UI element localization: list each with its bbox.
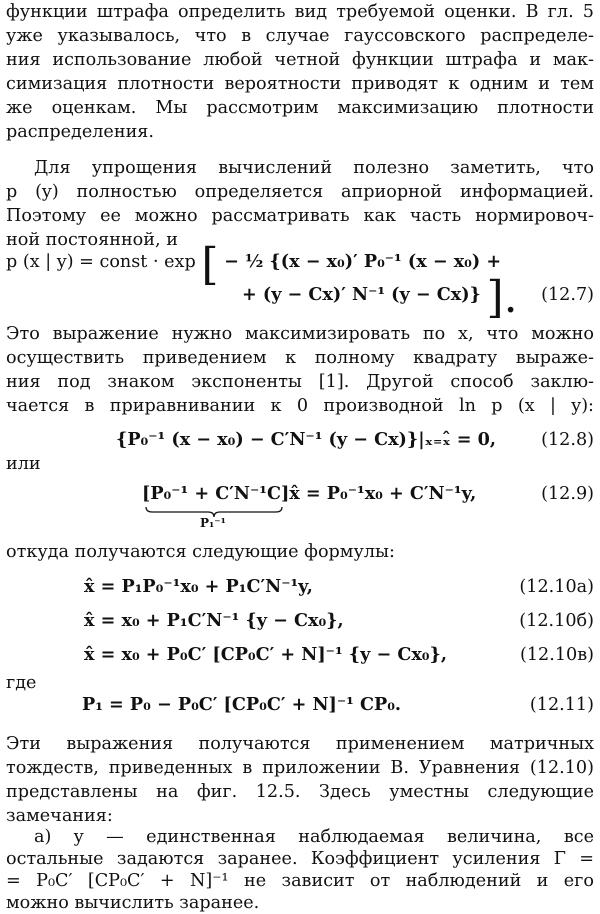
text-line: p (y) полностью определяется априорной информацией. [6, 182, 594, 202]
eq-12-7-close-bracket: ]. [486, 272, 518, 323]
equation-12-7-line2 [242, 272, 518, 323]
text-line: функции штрафа определить вид требуемой оценки. В гл. 5 [6, 2, 594, 22]
text-line: же оценкам. Мы рассмотрим максимизацию плотности [6, 98, 594, 118]
equation-number: (12.10б) [519, 611, 594, 631]
equation-number: (12.11) [529, 695, 594, 715]
text-line: остальные задаются заранее. Коэффициент усиления Γ = [6, 849, 594, 869]
eq-12-7-lhs: p (x | y) = const · exp [6, 252, 196, 272]
text-line: ния использование любой четной функции штрафа и мак- [6, 50, 594, 70]
text-line: уже указывалось, что в случае гауссовского распределе- [6, 26, 594, 46]
text-line: = P₀C′ [CP₀C′ + N]⁻¹ не зависит от наблюдений и его [6, 871, 594, 891]
text-line: симизация плотности вероятности приводят к одним и тем [6, 74, 594, 94]
text-line: замечания: [6, 806, 113, 826]
equation-number: (12.7) [541, 285, 594, 305]
text-line: где [6, 673, 37, 693]
text-line: ния под знаком экспоненты [1]. Другой способ заклю- [6, 372, 594, 392]
text-line: тождеств, приведенных в приложении В. Уравнения (12.10) [6, 758, 594, 778]
underbrace-label: P₁⁻¹ [200, 516, 226, 530]
eq-12-7-open-bracket: [ [201, 239, 219, 290]
text-line: а) y — единственная наблюдаемая величина, все [34, 827, 594, 847]
equation-12-10v: x̂ = x₀ + P₀C′ [CP₀C′ + N]⁻¹ {y − Cx₀}, [84, 644, 447, 665]
equation-12-9: [P₀⁻¹ + C′N⁻¹C]x̂ = P₀⁻¹x₀ + C′N⁻¹y, [142, 483, 477, 504]
text-line: ной постоянной, и [6, 230, 178, 250]
equation-number: (12.9) [541, 484, 594, 504]
text-line: или [6, 454, 41, 474]
text-line: Это выражение нужно максимизировать по x, что можно [6, 324, 594, 344]
text-line: Эти выражения получаются применением матричных [6, 734, 594, 754]
equation-12-8: {P₀⁻¹ (x − x₀) − C′N⁻¹ (y − Cx)}|ₓ₌ₓ̂ = 0, [116, 429, 496, 450]
text-line: можно вычислить заранее. [6, 893, 260, 913]
text-line: представлены на фиг. 12.5. Здесь уместны следующие [6, 782, 594, 802]
equation-number: (12.10а) [519, 577, 594, 597]
equation-number: (12.8) [541, 430, 594, 450]
text-line: Поэтому ее можно рассматривать как часть нормировоч- [6, 206, 594, 226]
text-line: Для упрощения вычислений полезно заметить, что [34, 158, 594, 178]
eq-12-7-inner1: − ½ {(x − x₀)′ P₀⁻¹ (x − x₀) + [224, 251, 502, 272]
text-line: чается в приравнивании к 0 производной ln p (x | y): [6, 396, 594, 416]
equation-12-11: P₁ = P₀ − P₀C′ [CP₀C′ + N]⁻¹ CP₀. [82, 694, 402, 715]
eq-12-7-inner2: + (y − Cx)′ N⁻¹ (y − Cx)} [242, 284, 481, 305]
text-line: осуществить приведением к полному квадрату выраже- [6, 348, 594, 368]
text-line: откуда получаются следующие формулы: [6, 542, 395, 562]
equation-12-10b: x̂ = x₀ + P₁C′N⁻¹ {y − Cx₀}, [84, 610, 344, 631]
equation-number: (12.10в) [519, 645, 594, 665]
text-line: распределения. [6, 122, 154, 142]
equation-12-10a: x̂ = P₁P₀⁻¹x₀ + P₁C′N⁻¹y, [84, 576, 313, 597]
